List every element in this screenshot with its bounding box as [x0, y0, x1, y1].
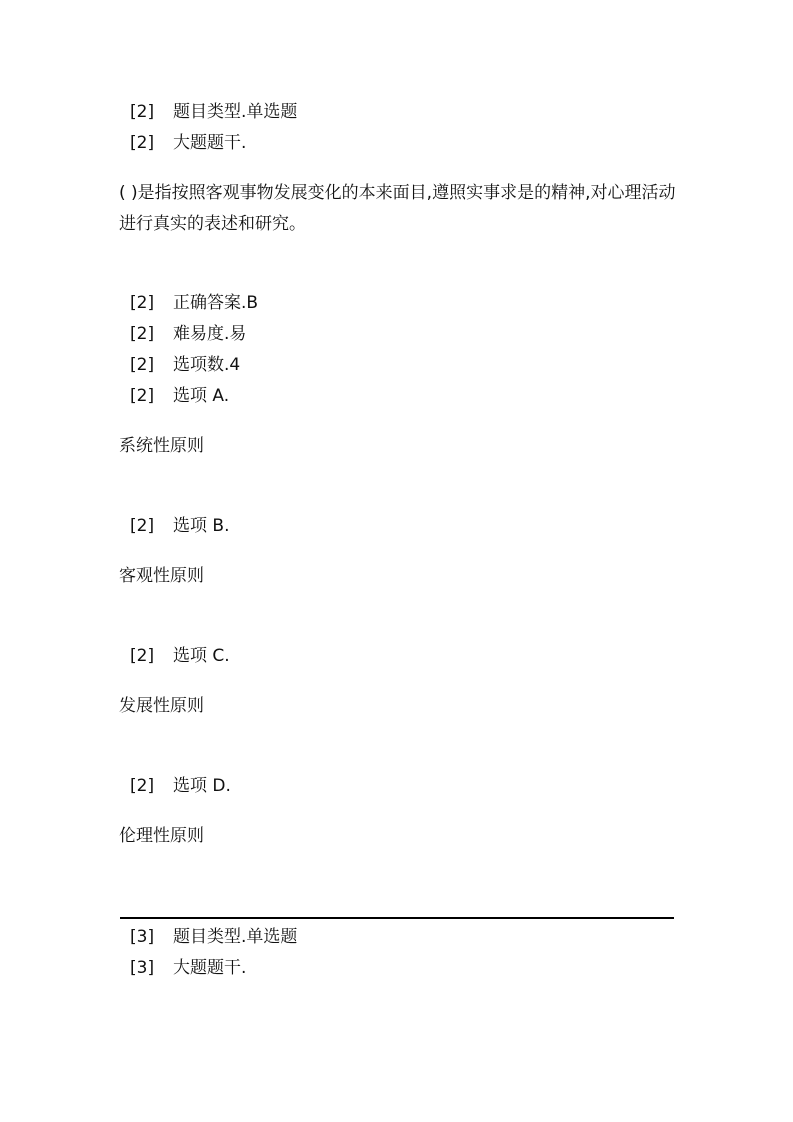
q3-type-line — [130, 926, 297, 948]
q2-option-count-line — [130, 354, 240, 376]
q2-difficulty-line — [130, 323, 246, 345]
q2-type-line — [130, 101, 297, 123]
q2-type-text: 题目类型.单选题 — [173, 102, 298, 122]
q2-option-b-number: [2] — [130, 516, 155, 536]
q2-option-count-number: [2] — [130, 355, 155, 375]
q2-option-d-text: 伦理性原则 — [119, 826, 204, 846]
q2-option-a-label: 选项 A. — [173, 386, 230, 406]
q2-option-b-label-line — [130, 515, 229, 537]
q2-stem-label-number: [2] — [130, 133, 155, 153]
q2-option-c-number: [2] — [130, 646, 155, 666]
q2-option-c-label-line — [130, 645, 230, 667]
q2-option-a-label-line — [130, 385, 229, 407]
q3-type-text: 题目类型.单选题 — [173, 927, 298, 947]
q2-option-c-label: 选项 C. — [173, 646, 230, 666]
q2-stem-text: ( )是指按照客观事物发展变化的本来面目,遵照实事求是的精神,对心理活动进行真实的表述和研究。 — [119, 183, 676, 234]
q2-option-d-label: 选项 D. — [173, 776, 231, 796]
q2-option-a-text: 系统性原则 — [119, 436, 204, 456]
q3-stem-label-line — [130, 957, 246, 979]
q3-stem-label-number: [3] — [130, 958, 155, 978]
q3-type-number: [3] — [130, 927, 155, 947]
q2-option-d-number: [2] — [130, 776, 155, 796]
q2-option-d-label-line — [130, 775, 231, 797]
q2-answer-number: [2] — [130, 293, 155, 313]
q2-stem-label-text: 大题题干. — [173, 133, 247, 153]
q2-stem-label-line — [130, 132, 246, 154]
q2-difficulty-text: 难易度.易 — [173, 324, 247, 344]
q2-type-number: [2] — [130, 102, 155, 122]
q2-option-a-number: [2] — [130, 386, 155, 406]
q2-option-c-text: 发展性原则 — [119, 696, 204, 716]
q2-difficulty-number: [2] — [130, 324, 155, 344]
q2-answer-line — [130, 292, 258, 314]
q2-option-count-text: 选项数.4 — [173, 355, 241, 375]
q3-stem-label-text: 大题题干. — [173, 958, 247, 978]
q2-option-b-label: 选项 B. — [173, 516, 230, 536]
q2-option-b-text: 客观性原则 — [119, 566, 204, 586]
q2-answer-text: 正确答案.B — [173, 293, 259, 313]
question-separator — [120, 917, 674, 919]
